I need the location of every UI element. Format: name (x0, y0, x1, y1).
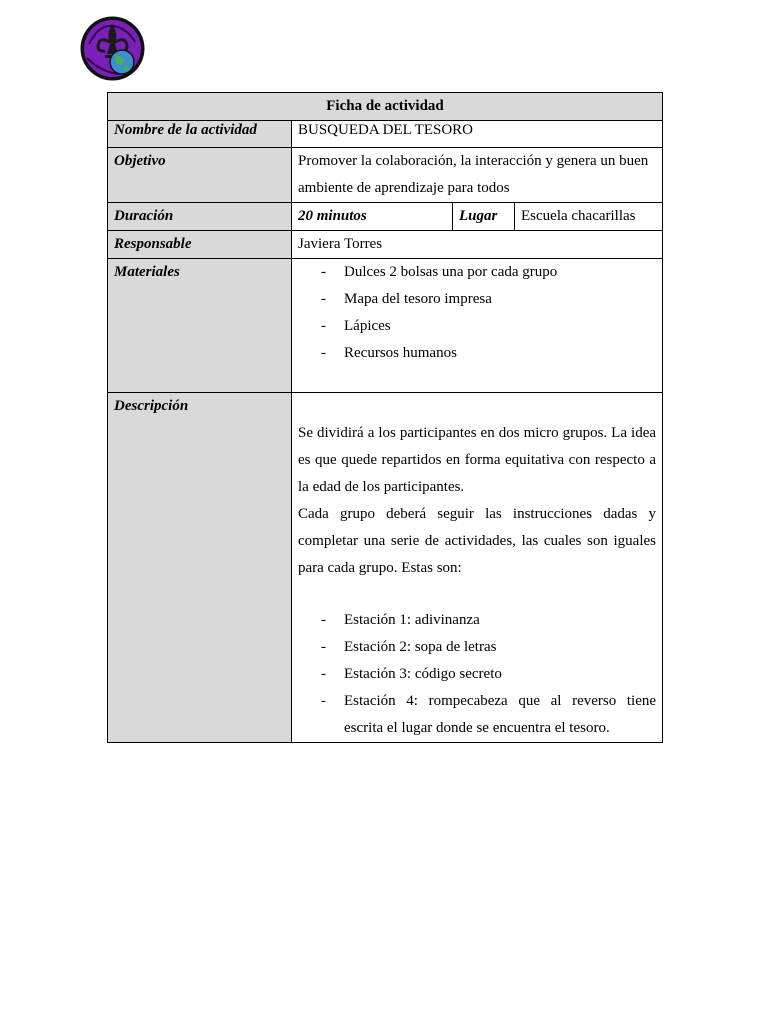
list-item (298, 688, 656, 742)
descripcion-row (108, 393, 663, 743)
estacion-item: Estación 2: sopa de letras (344, 639, 497, 655)
spacer (298, 367, 656, 392)
list-item (298, 259, 656, 286)
list-item (298, 340, 656, 367)
descripcion-cell (292, 393, 663, 743)
materiales-list (298, 259, 656, 367)
nombre-label: Nombre de la actividad (108, 121, 292, 148)
duracion-row (108, 203, 663, 231)
responsable-value: Javiera Torres (292, 231, 663, 259)
title-row (108, 93, 663, 121)
nombre-row (108, 121, 663, 148)
materiales-row (108, 259, 663, 393)
descripcion-paragraph-1: Se dividirá a los participantes en dos micro grupos. La idea es que quede repartidos en forma equitativa con respecto a la edad de los participantes. (298, 425, 657, 495)
list-item (298, 286, 656, 313)
activity-sheet-table (107, 92, 663, 743)
responsable-label: Responsable (108, 231, 292, 259)
list-item (298, 634, 656, 661)
estaciones-list (298, 607, 656, 742)
spacer (298, 393, 656, 420)
lugar-label: Lugar (453, 203, 515, 231)
bullet-dash: - (321, 612, 326, 628)
duracion-value: 20 minutos (292, 203, 453, 231)
duracion-label: Duración (108, 203, 292, 231)
list-item (298, 313, 656, 340)
materiales-cell (292, 259, 663, 393)
bullet-dash: - (321, 666, 326, 682)
material-item: Dulces 2 bolsas una por cada grupo (344, 264, 558, 280)
descripcion-label: Descripción (108, 393, 292, 743)
bullet-dash: - (321, 291, 326, 307)
spacer (298, 582, 656, 607)
list-item (298, 661, 656, 688)
bullet-dash: - (321, 318, 326, 334)
material-item: Recursos humanos (344, 345, 457, 361)
scout-logo-icon (79, 14, 146, 83)
objetivo-row (108, 148, 663, 203)
materiales-label: Materiales (108, 259, 292, 393)
bullet-dash: - (321, 639, 326, 655)
estacion-item: Estación 3: código secreto (344, 666, 502, 682)
objetivo-label: Objetivo (108, 148, 292, 203)
bullet-dash: - (321, 345, 326, 361)
responsable-row (108, 231, 663, 259)
list-item (298, 607, 656, 634)
estacion-item: Estación 4: rompecabeza que al reverso tiene escrita el lugar donde se encuentra el tesoro. (344, 693, 657, 736)
estacion-item: Estación 1: adivinanza (344, 612, 480, 628)
descripcion-paragraph-2: Cada grupo deberá seguir las instrucciones dadas y completar una serie de actividades, las cuales son iguales para cada grupo. Estas son: (298, 506, 657, 576)
sheet-title: Ficha de actividad (108, 93, 663, 121)
material-item: Mapa del tesoro impresa (344, 291, 492, 307)
material-item: Lápices (344, 318, 391, 334)
objetivo-value: Promover la colaboración, la interacción y genera un buen ambiente de aprendizaje para todos (292, 148, 663, 203)
bullet-dash: - (321, 693, 326, 709)
nombre-value: BUSQUEDA DEL TESORO (292, 121, 663, 148)
lugar-value: Escuela chacarillas (515, 203, 663, 231)
bullet-dash: - (321, 264, 326, 280)
